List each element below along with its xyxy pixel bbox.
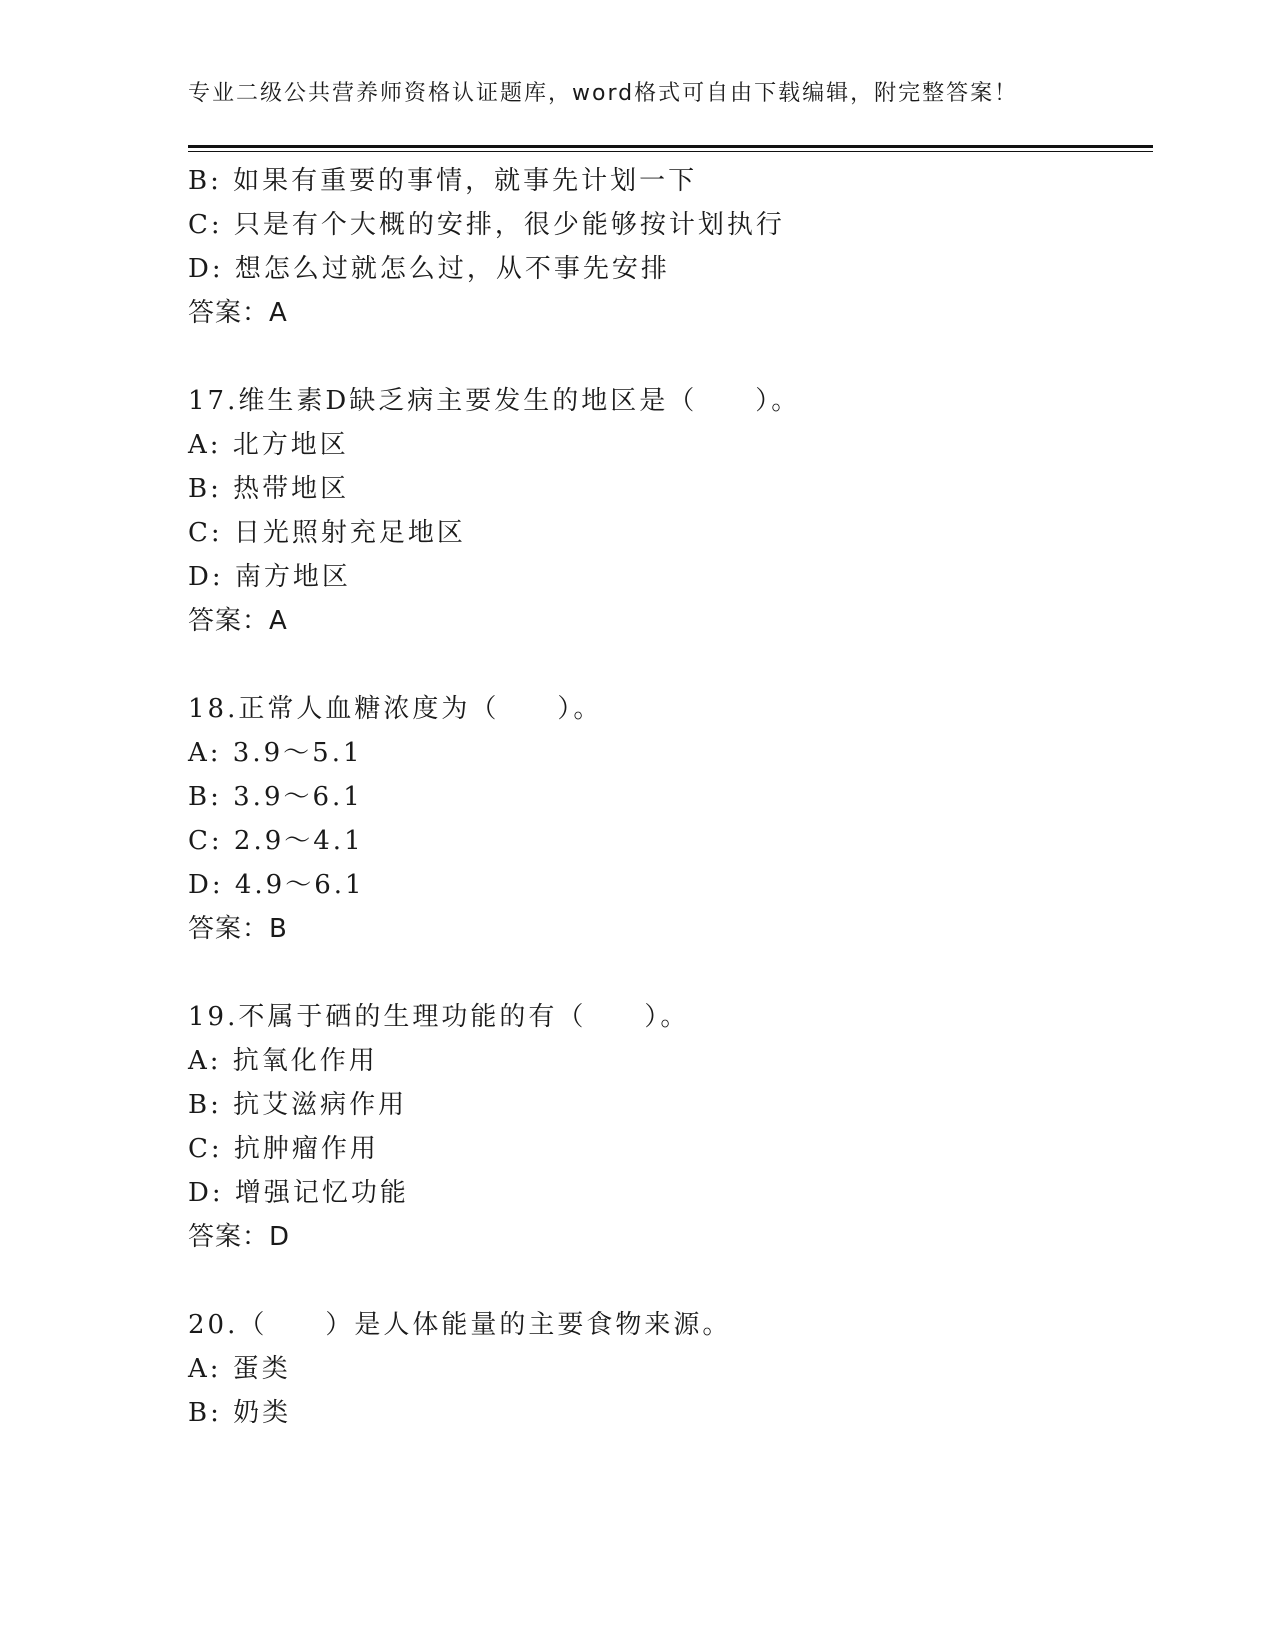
option-line: C: 只是有个大概的安排，很少能够按计划执行 xyxy=(188,210,785,240)
option-line: B: 热带地区 xyxy=(188,474,350,504)
option-line: D: 南方地区 xyxy=(188,562,351,592)
option-line: C: 2.9～4.1 xyxy=(188,826,364,856)
question-stem: 19.不属于硒的生理功能的有（ ）。 xyxy=(188,1002,690,1032)
option-line: D: 想怎么过就怎么过，从不事先安排 xyxy=(188,254,670,284)
option-line: A: 抗氧化作用 xyxy=(188,1046,378,1076)
question-stem: 17.维生素D缺乏病主要发生的地区是（ ）。 xyxy=(188,386,801,416)
option-line: D: 增强记忆功能 xyxy=(188,1178,409,1208)
option-line: B: 3.9～6.1 xyxy=(188,782,363,812)
option-line: A: 蛋类 xyxy=(188,1354,291,1384)
option-line: D: 4.9～6.1 xyxy=(188,870,365,900)
header-rule-thin xyxy=(188,151,1153,152)
option-line: B: 抗艾滋病作用 xyxy=(188,1090,408,1120)
answer-line: 答案：A xyxy=(188,298,288,328)
option-line: B: 奶类 xyxy=(188,1398,292,1428)
answer-line: 答案：D xyxy=(188,1222,291,1252)
question-stem: 18.正常人血糖浓度为（ ）。 xyxy=(188,694,603,724)
option-line: A: 北方地区 xyxy=(188,430,349,460)
option-line: C: 抗肿瘤作用 xyxy=(188,1134,379,1164)
answer-line: 答案：B xyxy=(188,914,288,944)
header-rule-thick xyxy=(188,145,1153,148)
option-line: B: 如果有重要的事情，就事先计划一下 xyxy=(188,166,698,196)
option-line: A: 3.9～5.1 xyxy=(188,738,363,768)
option-line: C: 日光照射充足地区 xyxy=(188,518,466,548)
page-header: 专业二级公共营养师资格认证题库，word格式可自由下载编辑，附完整答案！ xyxy=(188,81,1019,106)
answer-line: 答案：A xyxy=(188,606,288,636)
question-stem: 20.（ ）是人体能量的主要食物来源。 xyxy=(188,1310,732,1340)
